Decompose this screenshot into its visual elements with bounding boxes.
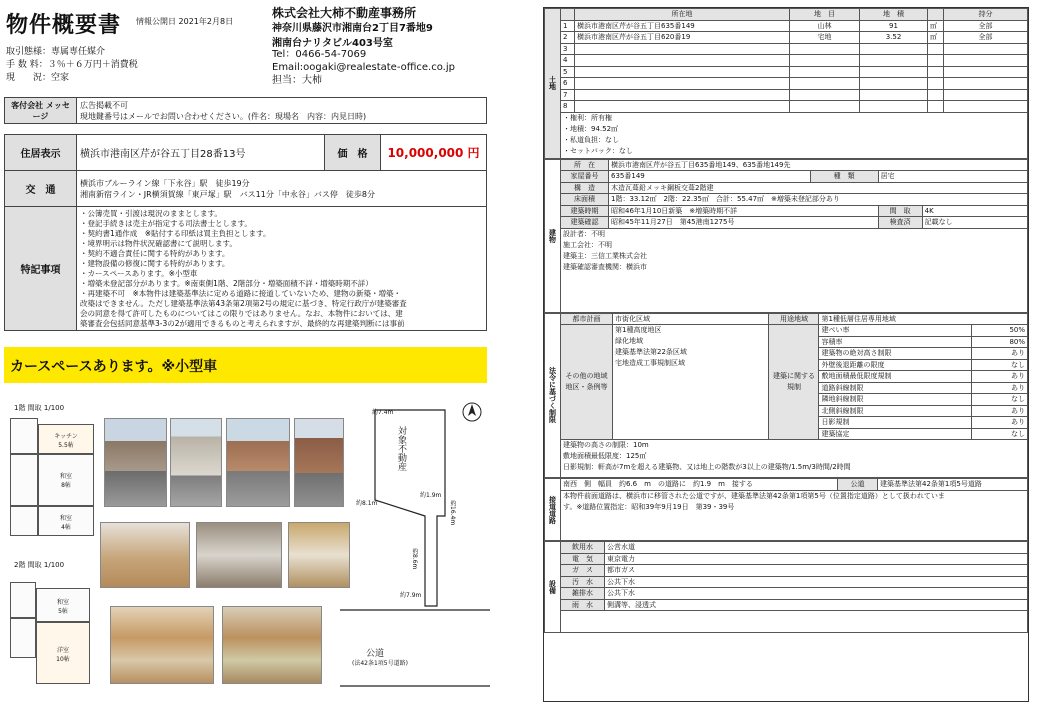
note-line: 会の同意を得て許可したものについてはこの限りではありません。なお、本物件においては、建 (80, 308, 403, 318)
land-unit: ㎡ (928, 20, 944, 32)
land-no: 2 (561, 32, 575, 44)
building-confirm-label: 建築確認 (561, 217, 609, 229)
japanese-room-8 (38, 454, 94, 506)
room-y1-size: 10帖 (56, 656, 70, 663)
land-head-no (561, 9, 575, 21)
land-loc: 横浜市港南区芹が谷五丁目635番149 (575, 20, 790, 32)
road-table (544, 478, 1028, 541)
equip-key: 汚 水 (561, 576, 605, 588)
building-struct-label: 構 造 (561, 182, 609, 194)
limit-value: 50% (972, 325, 1028, 337)
company-tel: Tel：0466-54-7069 (272, 49, 367, 60)
company-address-2: 湘南台ナリタビル403号室 (272, 38, 393, 49)
use-zone: 第1種低層住居専用地域 (819, 313, 1028, 325)
entrance (10, 506, 38, 536)
land-note: ・地積：94.52㎡ (563, 124, 619, 133)
note-line: ・公簿売買・引渡は現況のままとします。 (80, 208, 222, 218)
subject-property-label: 対象不動産 (396, 426, 406, 471)
building-num: 635番149 (609, 171, 811, 183)
photo-house-2 (294, 418, 344, 507)
room-w2-label: 和室 (59, 515, 72, 522)
building-struct: 木造瓦葺鉛メッキ鋼板交葺2階建 (609, 182, 1028, 194)
building-note: 設計者：不明 (563, 229, 605, 238)
left-page (0, 0, 500, 708)
company-block (272, 6, 433, 51)
limit-key: 建築協定 (819, 428, 972, 440)
land-note: ・私道負担：なし (563, 135, 619, 144)
north-arrow-pointer-icon (468, 404, 476, 416)
building-built: 昭和46年1月10日新築 ※増築時期不詳 (609, 205, 879, 217)
building-floor-label: 床面積 (561, 194, 609, 206)
land-area: 3.52 (860, 32, 928, 44)
use-zone-label: 用途地域 (769, 313, 819, 325)
equip-key: 電 気 (561, 553, 605, 565)
land-side-label: 土地 (545, 9, 561, 159)
land-row (545, 43, 1028, 55)
land-head-area: 地 積 (860, 9, 928, 21)
equip-key: 雨 水 (561, 599, 605, 611)
building-side-label: 建物 (545, 159, 561, 312)
limit-value: あり (972, 417, 1028, 429)
photo-room-1 (100, 522, 190, 588)
photo-room-3 (222, 606, 322, 684)
dim-side: 約8.1m (356, 500, 378, 507)
land-head-unit (928, 9, 944, 21)
law-note: 日影規制：軒高が7mを超える建築物、又は地上の階数が3以上の建築物/1.5m/3時間/2時間 (563, 463, 851, 471)
floorplan-1f-label: 1階 間取 1/100 (14, 404, 65, 412)
japanese-room-4 (38, 506, 94, 536)
city-plan: 市街化区域 (613, 313, 769, 325)
law-note: 敷地面積最低限度：125㎡ (563, 452, 647, 460)
message-content (77, 98, 487, 124)
company-name: 株式会社大柿不動産事務所 (272, 6, 417, 20)
land-notes (561, 112, 1028, 158)
land-type: 宅地 (790, 32, 860, 44)
land-area: 91 (860, 20, 928, 32)
current-status: 現 況：空家 (6, 73, 70, 83)
equipment-side-label: 設備 (545, 542, 561, 633)
photo-room-2 (110, 606, 214, 684)
limit-key: 道路斜線制限 (819, 382, 972, 394)
traffic-label: 交 通 (5, 171, 77, 207)
property-address: 横浜市港南区芹が谷五丁目28番13号 (77, 135, 325, 171)
note-line: ・カースペースあります。※小型車 (80, 268, 198, 278)
room-w1-label: 和室 (59, 473, 72, 480)
photo-house-1 (226, 418, 290, 507)
law-notes (561, 440, 1028, 478)
equipment-table (544, 541, 1028, 633)
road-type: 建築基準法第42条第1項5号道路 (878, 479, 1028, 491)
address-label: 住居表示 (5, 135, 77, 171)
land-loc: 横浜市港南区芹が谷五丁目620番19 (575, 32, 790, 44)
equip-value: 都市ガス (605, 565, 1028, 577)
road-label: 公道 (366, 649, 385, 659)
price-label: 価 格 (325, 135, 381, 171)
kitchen-room (38, 424, 94, 454)
note-line: 改築はできません。ただし建築基準法第43条第2項第2号の規定に基づき、特定行政庁が建築審査 (80, 298, 407, 308)
land-row (545, 20, 1028, 32)
land-row (545, 55, 1028, 67)
limit-key: 建築物の絶対高さ制限 (819, 348, 972, 360)
limit-key: 容積率 (819, 336, 972, 348)
land-no: 4 (561, 55, 575, 67)
stairs-2f (10, 618, 36, 658)
message-line-2: 現地鍵番号はメールでお問い合わせください。(件名：現場名 内容：内見日時) (80, 111, 367, 121)
land-share: 全部 (944, 20, 1028, 32)
law-table (544, 313, 1028, 479)
note-line: ・登記手続きは売主が指定する司法書士とします。 (80, 218, 252, 228)
japanese-room-5 (36, 588, 90, 622)
other-zone: 緑化地域 (615, 337, 643, 345)
property-price: 10,000,000 円 (381, 135, 487, 171)
other-zone: 宅地造成工事規制区域 (615, 359, 685, 367)
land-no: 3 (561, 43, 575, 55)
dim-passage: 約8.6m (411, 548, 418, 570)
limit-key: 外壁後退距離の限度 (819, 359, 972, 371)
land-no: 5 (561, 66, 575, 78)
limit-value: なし (972, 359, 1028, 371)
land-head-loc: 所在地 (575, 9, 790, 21)
building-loc-label: 所 在 (561, 159, 609, 171)
building-note: 施工会社：不明 (563, 240, 612, 249)
land-row (545, 66, 1028, 78)
building-kind: 居宅 (878, 171, 1027, 183)
note-line: ・契約書1通作成 ※貼付する印紙は買主負担とします。 (80, 228, 271, 238)
message-line-1: 広告掲載不可 (80, 100, 128, 110)
bath-room (10, 418, 38, 454)
kitchen-label: キッチン (54, 433, 78, 440)
land-unit: ㎡ (928, 32, 944, 44)
floorplan-2f-label: 2階 間取 1/100 (14, 561, 65, 569)
road-type-label: 公道 (838, 479, 878, 491)
building-note: 建築確認審査機関：横浜市 (563, 262, 647, 271)
land-share: 全部 (944, 32, 1028, 44)
dim-bottom: 約7.9m (400, 592, 422, 599)
land-head-share: 持分 (944, 9, 1028, 21)
right-page (543, 7, 1029, 702)
limit-value: あり (972, 382, 1028, 394)
photo-kitchen (196, 522, 282, 588)
building-layout: 4K (922, 205, 1027, 217)
building-kind-label: 種 類 (810, 171, 878, 183)
room-w2-size: 4帖 (61, 524, 71, 531)
building-confirm: 昭和45年11月27日 第45港南1275号 (609, 217, 879, 229)
equip-value: 側溝等、浸透式 (605, 599, 1028, 611)
building-regulation-label: 建築に関する規制 (769, 325, 819, 440)
limit-value: 80% (972, 336, 1028, 348)
deal-type: 取引態様：専属専任媒介 (6, 47, 106, 57)
limit-key: 建ぺい率 (819, 325, 972, 337)
limit-value: なし (972, 428, 1028, 440)
site-boundary (375, 410, 445, 606)
note-line: ・建物設備の修復に関する特約があります。 (80, 258, 230, 268)
room-w3-size: 5帖 (58, 608, 68, 615)
building-note: 建築主：三信工業株式会社 (563, 251, 647, 260)
building-inspect: 記載なし (922, 217, 1027, 229)
western-room-10 (36, 622, 90, 684)
road-note: す。※道路位置指定：昭和39年9月19日 第39・39号 (563, 502, 735, 511)
limit-key: 敷地面積最低限度規制 (819, 371, 972, 383)
building-inspect-label: 検査済 (878, 217, 922, 229)
closet-2f (10, 582, 36, 618)
other-zone: 建築基準法第22条区域 (615, 348, 687, 356)
building-table (544, 159, 1028, 313)
road-contact: 南西 側 幅員 約6.6 m の道路に 約1.9 m 接する (561, 479, 838, 491)
road-side-label: 接道道路 (545, 479, 561, 541)
land-note: ・権利：所有権 (563, 113, 612, 122)
room-y1-label: 洋室 (56, 647, 69, 654)
note-line: ・増築未登記部分があります。※南東側1階、2階部分・増築面積不詳・増築時期不詳） (80, 278, 373, 288)
document-title: 物件概要書 (6, 13, 122, 38)
land-no: 1 (561, 20, 575, 32)
city-plan-label: 都市計画 (561, 313, 613, 325)
note-line: ・境界明示は物件状況確認書にて説明します。 (80, 238, 237, 248)
land-head-type: 地 目 (790, 9, 860, 21)
land-no: 6 (561, 78, 575, 90)
property-table (4, 134, 487, 331)
building-notes (561, 228, 1028, 312)
land-table (544, 8, 1028, 159)
floorplan-2f (10, 582, 96, 694)
company-email: Email:oogaki@realestate-office.co.jp (272, 62, 455, 73)
kitchen-size: 5.5帖 (58, 442, 74, 449)
land-row (545, 78, 1028, 90)
other-zone-label: その他の地域地区・条例等 (561, 325, 613, 440)
message-label: 客付会社 メッセージ (5, 98, 77, 124)
dim-top: 約7.4m (372, 409, 394, 416)
note-line: ・再建築不可 ※本物件は建築基準法に定める道路に接道していないため、建物の新築・増築・ (80, 288, 401, 298)
land-row (545, 32, 1028, 44)
building-num-label: 家屋番号 (561, 171, 609, 183)
land-no: 7 (561, 89, 575, 101)
road-type-note: (法42条1項5号道路) (352, 660, 408, 667)
other-zones (613, 325, 769, 440)
photo-street-2 (170, 418, 222, 507)
law-note: 建築物の高さの制限：10m (563, 441, 649, 449)
equip-value: 公共下水 (605, 588, 1028, 600)
note-line: ・契約不適合責任に関する特約があります。 (80, 248, 230, 258)
equip-key: ガ ス (561, 565, 605, 577)
room-w3-label: 和室 (56, 599, 69, 606)
equip-blank (561, 611, 1028, 633)
equip-value: 公共下水 (605, 576, 1028, 588)
floorplan-1f (10, 418, 96, 542)
land-row (545, 89, 1028, 101)
commission: 手 数 料：３％＋６万円＋消費税 (6, 60, 138, 70)
photo-street-1 (104, 418, 167, 507)
limit-key: 北側斜線制限 (819, 405, 972, 417)
stairs-area (10, 454, 38, 506)
limit-value: あり (972, 405, 1028, 417)
equip-key: 飲用水 (561, 542, 605, 554)
land-no: 8 (561, 101, 575, 113)
room-w1-size: 8帖 (61, 482, 71, 489)
land-type: 山林 (790, 20, 860, 32)
company-address-1: 神奈川県藤沢市湘南台2丁目7番地9 (272, 23, 433, 34)
notes-label: 特記事項 (5, 207, 77, 331)
road-notes (561, 490, 1028, 540)
building-floor: 1階：33.12㎡ 2階：22.35㎡ 合計：55.47㎡ ※増築未登記部分あり (609, 194, 1028, 206)
building-layout-label: 間 取 (878, 205, 922, 217)
road-note: 本物件前面道路は、横浜市に移管された公道ですが、建築基準法第42条第1項第5号（位置指定道路）として扱われていま (563, 491, 945, 500)
special-notes (77, 207, 487, 331)
limit-value: なし (972, 394, 1028, 406)
building-loc: 横浜市港南区芹が谷五丁目635番地149、635番地149先 (609, 159, 1028, 171)
other-zone: 第1種高度地区 (615, 326, 662, 334)
equip-value: 東京電力 (605, 553, 1028, 565)
limit-value: あり (972, 371, 1028, 383)
land-row (545, 101, 1028, 113)
limit-value: あり (972, 348, 1028, 360)
equip-key: 雑排水 (561, 588, 605, 600)
contact-block (272, 48, 455, 87)
equip-value: 公営水道 (605, 542, 1028, 554)
dim-frontage: 約1.9m (420, 492, 442, 499)
limit-key: 日影規制 (819, 417, 972, 429)
law-side-label: 法令に基づく制限 (545, 313, 561, 478)
traffic-line-1: 横浜市ブルーライン線「下永谷」駅 徒歩19分 (80, 178, 250, 188)
traffic-line-2: 湘南新宿ライン・JR横須賀線「東戸塚」駅 バス11分「中永谷」バス停 徒歩8分 (80, 189, 375, 199)
car-space-banner: カースペースあります。※小型車 (4, 347, 487, 383)
limit-key: 隣地斜線制限 (819, 394, 972, 406)
building-built-label: 建築時期 (561, 205, 609, 217)
staff-name: 担当：大柿 (272, 75, 322, 86)
land-note: ・セットバック：なし (563, 146, 633, 155)
publication-date: 情報公開日 2021年2月8日 (136, 17, 234, 26)
dim-right: 約16.4m (449, 500, 456, 526)
note-line: 築審査会包括同意基準3-3の2が適用できるものと考えられますが、最終的な再建築判断には事前 (80, 318, 405, 328)
message-table (4, 97, 487, 124)
deal-terms (6, 46, 138, 85)
traffic-content (77, 171, 487, 207)
